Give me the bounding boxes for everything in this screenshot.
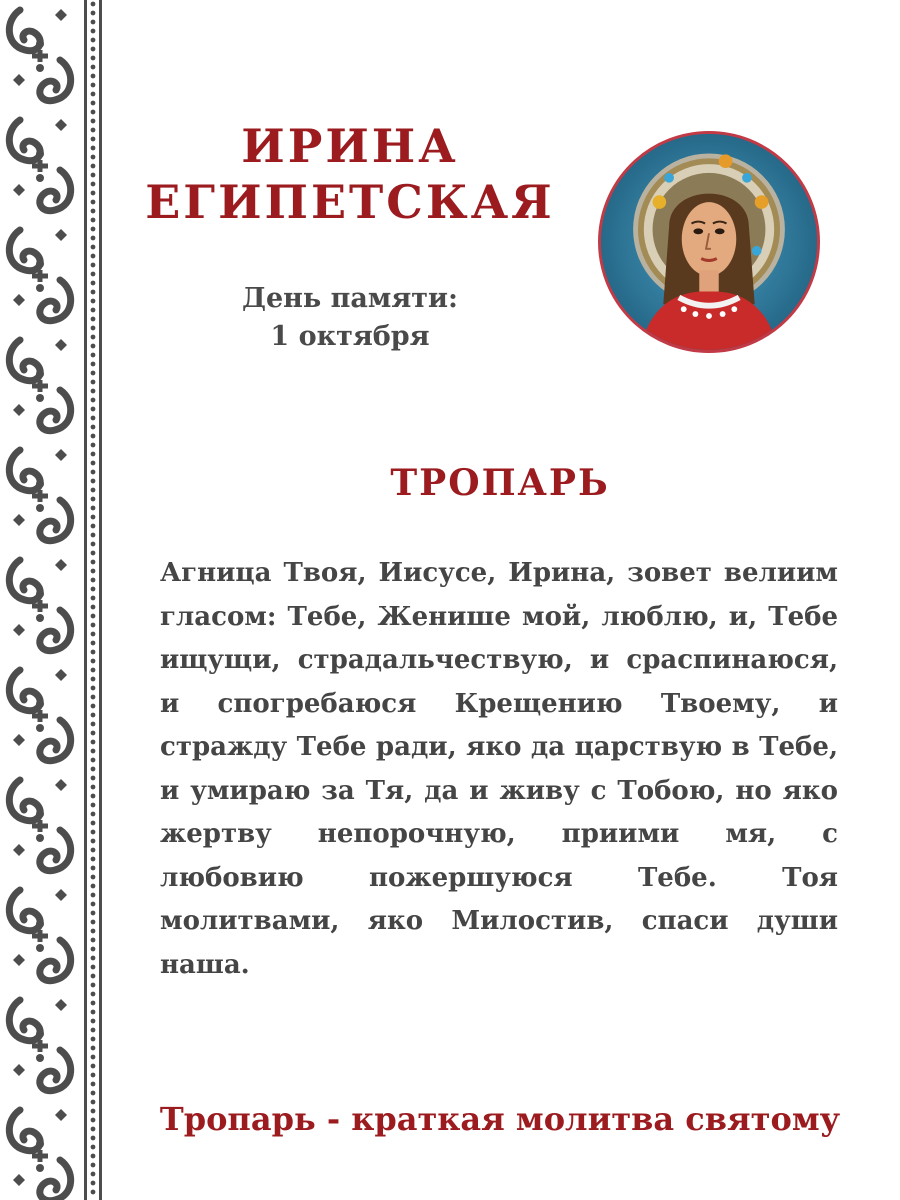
ornamental-border [0,0,104,1200]
saint-name-line1: ИРИНА [241,119,459,173]
footer-caption: Тропарь - краткая молитва святому [159,1100,841,1138]
memory-day [200,280,500,356]
troparion-text: Агница Твоя, Иисусе, Ирина, зовет велиим гласом: Тебе, Женише мой, люблю, и, Тебе ищущи, страдальчествую, и сраспинаюся, и спогребаюся Крещению Твоему, и стражду Тебе ради, яко да царствую в Тебе, и умираю за Тя, да и живу с Тобою, но яко жертву непорочную, приими мя, с любовию пожершуюся Тебе. Тоя молитвами, яко Милостив, спаси души наша. [160,558,838,980]
saint-name-title [140,118,560,230]
ornament-pattern-icon [0,0,104,1200]
saint-portrait-icon [601,134,817,350]
saint-name-line2: ЕГИПЕТСКАЯ [145,175,555,229]
saint-icon-medallion [598,131,820,353]
memory-day-label: День памяти: [241,283,459,314]
troparion-heading: ТРОПАРЬ [390,462,610,504]
memory-day-date: 1 октября [270,321,430,352]
